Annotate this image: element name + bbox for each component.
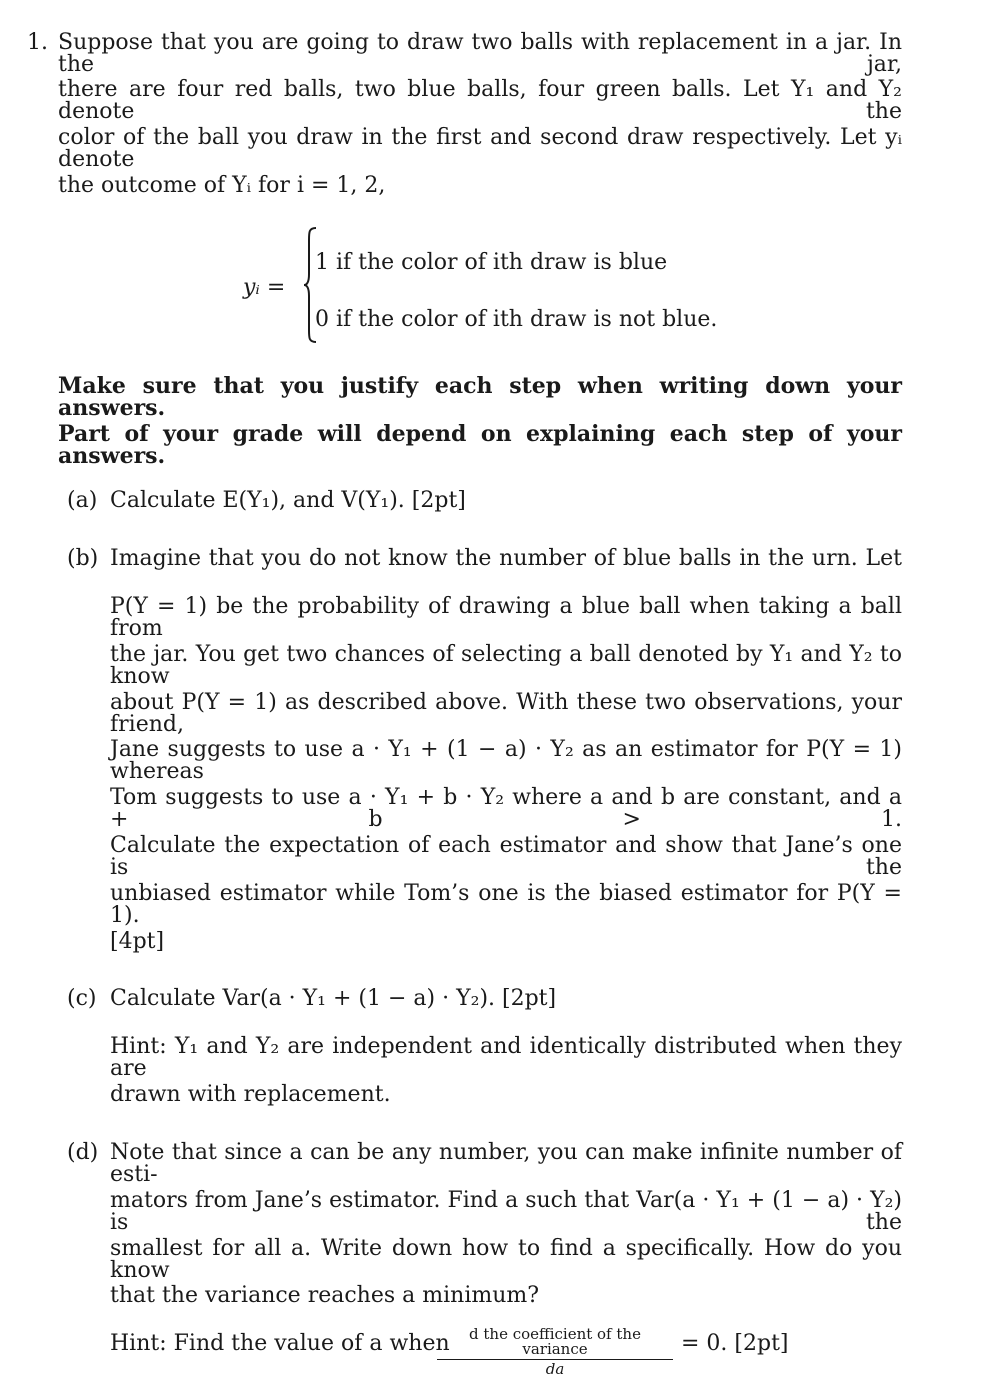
part-b-label: (b) — [67, 546, 99, 571]
part-a-label: (a) — [67, 488, 98, 513]
part-c-hint-line-1: Hint: Y₁ and Y₂ are independent and identically distributed when they are — [110, 1034, 902, 1081]
fraction-denominator: da — [545, 1360, 565, 1378]
part-d-label: (d) — [67, 1140, 99, 1165]
definition-case-2: 0 if the color of ith draw is not blue. — [315, 307, 718, 332]
part-a-text: Calculate E(Y₁), and V(Y₁). [2pt] — [110, 488, 466, 513]
part-b-line-9: [4pt] — [110, 929, 165, 954]
intro-line-3: color of the ball you draw in the first and second draw respectively. Let yᵢ denote — [58, 125, 902, 172]
part-b-line-3: the jar. You get two chances of selecting a ball denoted by Y₁ and Y₂ to know — [110, 642, 902, 689]
definition-case-1: 1 if the color of ith draw is blue — [315, 250, 668, 275]
intro-line-1: Suppose that you are going to draw two balls with replacement in a jar. In the jar, — [58, 30, 902, 77]
instruction-line-2: Part of your grade will depend on explaining each step of your answers. — [58, 421, 902, 469]
part-b-line-6: Tom suggests to use a · Y₁ + b · Y₂ where a and b are constant, and a + b > 1. — [110, 785, 902, 832]
part-d-hint-prefix: Hint: Find the value of a when — [110, 1331, 450, 1356]
part-b-line-2: P(Y = 1) be the probability of drawing a blue ball when taking a ball from — [110, 594, 902, 641]
derivative-fraction — [437, 1327, 673, 1377]
problem-number: 1. — [27, 30, 48, 55]
part-d-line-4: that the variance reaches a minimum? — [110, 1283, 540, 1308]
part-c-label: (c) — [67, 986, 97, 1011]
part-b-line-5: Jane suggests to use a · Y₁ + (1 − a) · Y₂ as an estimator for P(Y = 1) whereas — [110, 737, 902, 784]
intro-line-2: there are four red balls, two blue balls, four green balls. Let Y₁ and Y₂ denote the — [58, 77, 902, 124]
part-b-line-8: unbiased estimator while Tom’s one is the biased estimator for P(Y = 1). — [110, 881, 902, 928]
part-d-line-3: smallest for all a. Write down how to find a specifically. How do you know — [110, 1236, 902, 1283]
part-b-line-4: about P(Y = 1) as described above. With these two observations, your friend, — [110, 690, 902, 737]
part-d-line-1: Note that since a can be any number, you can make infinite number of esti- — [110, 1140, 902, 1187]
instruction-line-1: Make sure that you justify each step when writing down your answers. — [58, 373, 902, 421]
part-d-hint-suffix: = 0. [2pt] — [681, 1331, 789, 1356]
definition-lhs: yᵢ = — [243, 275, 286, 300]
part-b-line-7: Calculate the expectation of each estimator and show that Jane’s one is the — [110, 833, 902, 880]
part-c-hint-line-2: drawn with replacement. — [110, 1082, 391, 1107]
part-b-line-1: Imagine that you do not know the number of blue balls in the urn. Let — [110, 546, 902, 571]
part-d-line-2: mators from Jane’s estimator. Find a such that Var(a · Y₁ + (1 − a) · Y₂) is the — [110, 1188, 902, 1235]
part-c-text: Calculate Var(a · Y₁ + (1 − a) · Y₂). [2pt] — [110, 986, 557, 1011]
fraction-numerator: d the coefficient of the variance — [437, 1327, 673, 1360]
intro-line-4: the outcome of Yᵢ for i = 1, 2, — [58, 173, 386, 198]
